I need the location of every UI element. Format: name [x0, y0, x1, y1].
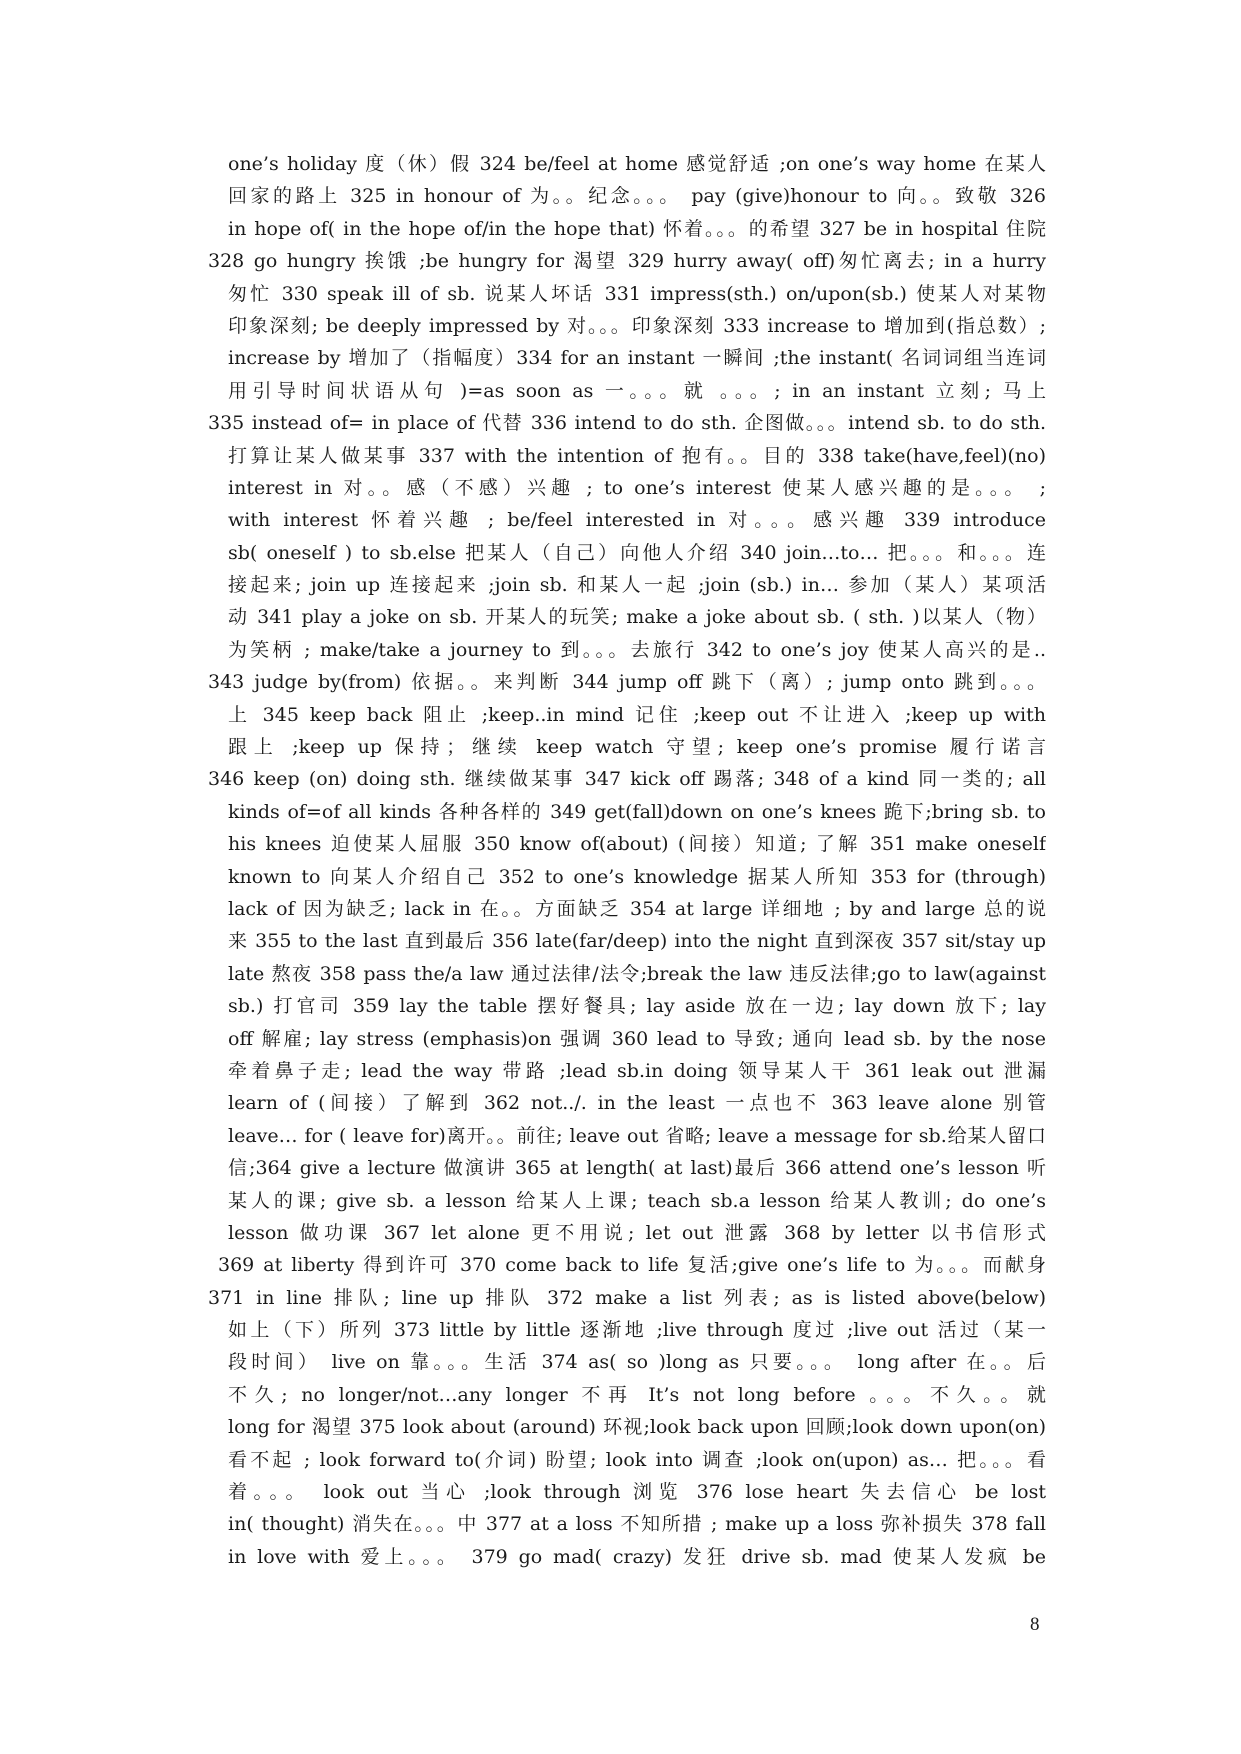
text-line: sb.) 打官司 359 lay the table 摆好餐具; lay aside 放在一边; lay down 放下; lay: [228, 995, 1046, 1018]
text-line: 匆忙 330 speak ill of sb. 说某人坏话 331 impress(sth.) on/upon(sb.) 使某人对某物: [228, 282, 1046, 305]
text-line: 上 345 keep back 阻止 ;keep..in mind 记住 ;keep out 不让进入 ;keep up with: [228, 703, 1046, 726]
text-line: 不久; no longer/not…any longer 不再 It’s not long before 。。。不久。。就: [228, 1383, 1046, 1406]
text-line: 动 341 play a joke on sb. 开某人的玩笑; make a joke about sb. ( sth. )以某人（物）: [228, 606, 1046, 629]
text-line: 335 instead of= in place of 代替 336 intend to do sth. 企图做。。。intend sb. to do sth.: [208, 412, 1046, 435]
text-line: in( thought) 消失在。。。中 377 at a loss 不知所措 ; make up a loss 弥补损失 378 fall: [228, 1513, 1046, 1536]
text-line: 328 go hungry 挨饿 ;be hungry for 渴望 329 hurry away( off)匆忙离去; in a hurry: [208, 250, 1046, 273]
page-number: 8: [1030, 1614, 1040, 1635]
text-line: in love with 爱上。。。 379 go mad( crazy) 发狂 drive sb. mad 使某人发疯 be: [228, 1545, 1046, 1568]
text-line: 回家的路上 325 in honour of 为。。纪念。。。 pay (give)honour to 向。。致敬 326: [228, 185, 1046, 208]
text-line: 段时间） live on 靠。。。生活 374 as( so )long as 只要。。。 long after 在。。后: [228, 1351, 1046, 1374]
text-line: 343 judge by(from) 依据。。来判断 344 jump off 跳下（离）; jump onto 跳到。。。: [208, 671, 1046, 694]
text-line: known to 向某人介绍自己 352 to one’s knowledge 据某人所知 353 for (through): [228, 865, 1046, 888]
text-line: lack of 因为缺乏; lack in 在。。方面缺乏 354 at large 详细地 ; by and large 总的说: [228, 897, 1046, 920]
vocabulary-text-body: [208, 148, 1046, 1573]
text-line: 用引导时间状语从句 )=as soon as 一。。。就 。。。; in an instant 立刻; 马上: [228, 379, 1046, 402]
text-line: leave… for ( leave for)离开。。前往; leave out 省略; leave a message for sb.给某人留口: [228, 1124, 1046, 1147]
text-line: in hope of( in the hope of/in the hope that) 怀着。。。的希望 327 be in hospital 住院: [228, 217, 1046, 240]
text-line: lesson 做功课 367 let alone 更不用说; let out 泄露 368 by letter 以书信形式: [228, 1221, 1046, 1244]
text-line: 如上（下）所列 373 little by little 逐渐地 ;live through 度过 ;live out 活过（某一: [228, 1319, 1046, 1342]
text-line: 跟上 ;keep up 保持；继续 keep watch 守望; keep one’s promise 履行诺言: [228, 736, 1046, 759]
text-line: 369 at liberty 得到许可 370 come back to life 复活;give one’s life to 为。。。而献身: [218, 1254, 1046, 1277]
text-line: off 解雇; lay stress (emphasis)on 强调 360 lead to 导致; 通向 lead sb. by the nose: [228, 1027, 1046, 1050]
text-line: 来 355 to the last 直到最后 356 late(far/deep) into the night 直到深夜 357 sit/stay up: [228, 930, 1046, 953]
text-line: 着。。。 look out 当心 ;look through 浏览 376 lose heart 失去信心 be lost: [228, 1481, 1046, 1504]
text-line: 346 keep (on) doing sth. 继续做某事 347 kick off 踢落; 348 of a kind 同一类的; all: [208, 768, 1046, 791]
text-line: one’s holiday 度（休）假 324 be/feel at home 感觉舒适 ;on one’s way home 在某人: [228, 153, 1046, 175]
text-line: 接起来; join up 连接起来 ;join sb. 和某人一起 ;join (sb.) in… 参加（某人）某项活: [228, 574, 1046, 597]
text-line: 371 in line 排队; line up 排队 372 make a list 列表; as is listed above(below): [208, 1286, 1046, 1309]
text-line: late 熬夜 358 pass the/a law 通过法律/法令;break the law 违反法律;go to law(against: [228, 962, 1046, 985]
text-line: 看不起 ; look forward to(介词) 盼望; look into 调查 ;look on(upon) as… 把。。。看: [228, 1448, 1046, 1471]
text-line: 印象深刻; be deeply impressed by 对。。。印象深刻 333 increase to 增加到(指总数）;: [228, 314, 1046, 337]
text-line: with interest 怀着兴趣 ; be/feel interested in 对。。。感兴趣 339 introduce: [228, 509, 1046, 532]
text-line: increase by 增加了（指幅度）334 for an instant 一瞬间 ;the instant( 名词词组当连词: [228, 347, 1046, 370]
text-line: 某人的课; give sb. a lesson 给某人上课; teach sb.a lesson 给某人教训; do one’s: [228, 1189, 1046, 1212]
text-line: 为笑柄 ; make/take a journey to 到。。。去旅行 342 to one’s joy 使某人高兴的是..: [228, 638, 1046, 661]
text-line: 牵着鼻子走; lead the way 带路 ;lead sb.in doing 领导某人干 361 leak out 泄漏: [228, 1059, 1046, 1082]
text-line: sb( oneself ) to sb.else 把某人（自己）向他人介绍 340 join…to… 把。。。和。。。连: [228, 541, 1046, 564]
text-line: 打算让某人做某事 337 with the intention of 抱有。。目的 338 take(have,feel)(no): [228, 444, 1046, 467]
text-line: 信;364 give a lecture 做演讲 365 at length( at last)最后 366 attend one’s lesson 听: [228, 1157, 1046, 1180]
text-line: interest in 对。。感（不感）兴趣 ; to one’s interest 使某人感兴趣的是。。。 ;: [228, 476, 1046, 499]
text-line: his knees 迫使某人屈服 350 know of(about) (间接）知道; 了解 351 make oneself: [228, 833, 1046, 856]
text-line: learn of (间接）了解到 362 not../. in the least 一点也不 363 leave alone 别管: [228, 1092, 1046, 1115]
text-line: long for 渴望 375 look about (around) 环视;look back upon 回顾;look down upon(on): [228, 1416, 1046, 1439]
text-line: kinds of=of all kinds 各种各样的 349 get(fall)down on one’s knees 跪下;bring sb. to: [228, 800, 1046, 823]
